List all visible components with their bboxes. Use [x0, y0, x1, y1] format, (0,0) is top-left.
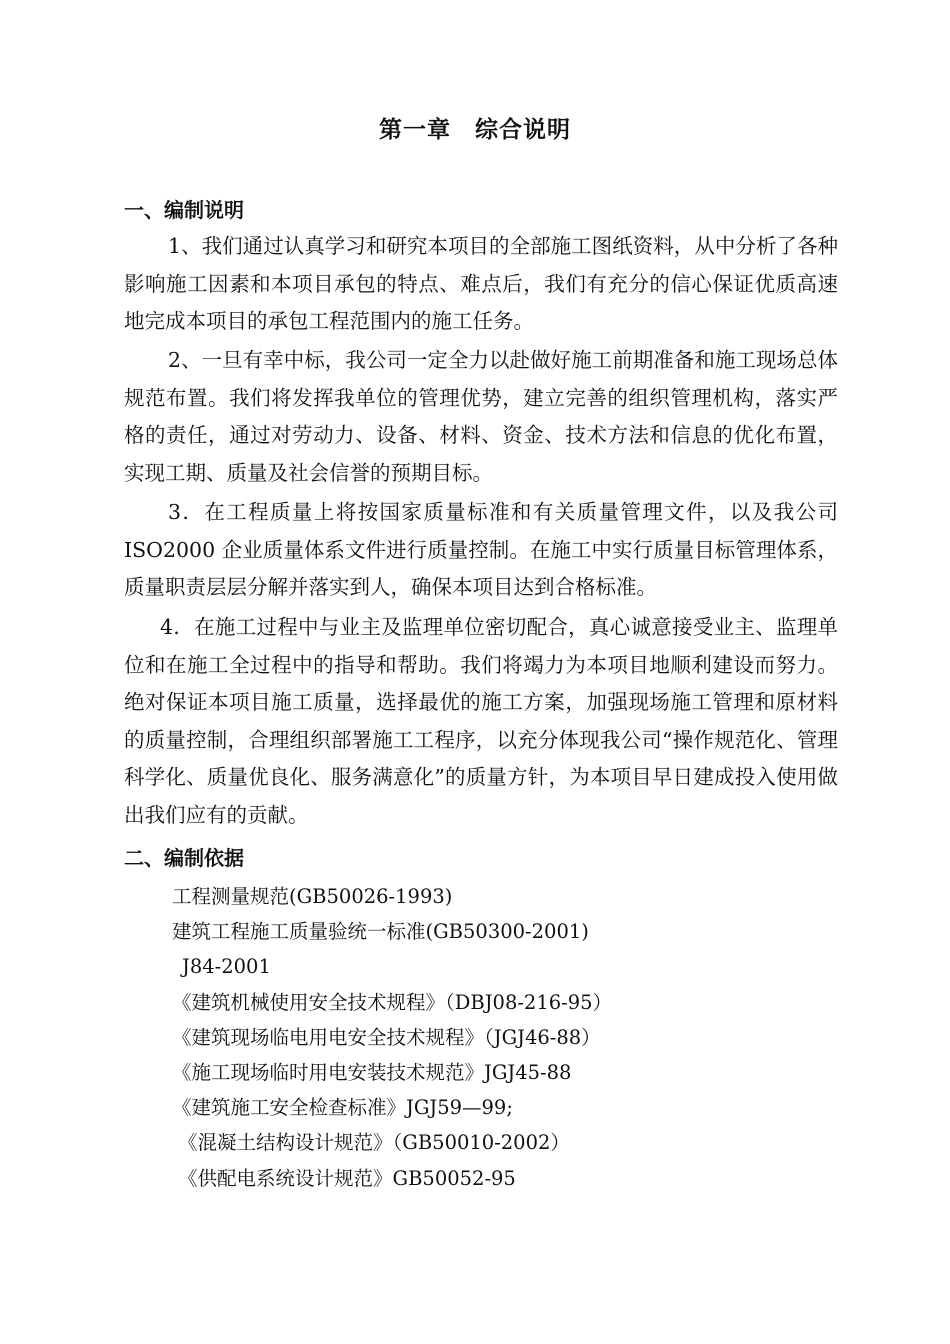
reference-item: 《建筑施工安全检查标准》JGJ59—99;: [172, 1096, 513, 1120]
reference-list: [172, 879, 612, 1196]
reference-item: 工程测量规范(GB50026-1993): [172, 885, 453, 908]
paragraph-1: 1、我们通过认真学习和研究本项目的全部施工图纸资料，从中分析了各种影响施工因素和本项目承包的特点、难点后，我们有充分的信心保证优质高速地完成本项目的承包工程范围内的施工任务。: [124, 234, 838, 333]
reference-item: 建筑工程施工质量验统一标准(GB50300-2001): [172, 920, 589, 944]
section-heading-compilation-notes: 一、编制说明: [124, 198, 244, 222]
reference-item: 《混凝土结构设计规范》（GB50010-2002）: [178, 1131, 570, 1155]
reference-item: 《施工现场临时用电安装技术规范》JGJ45-88: [172, 1060, 572, 1084]
reference-item: 《建筑现场临电用电安全技术规程》（JGJ46-88）: [172, 1025, 601, 1049]
reference-item: 《建筑机械使用安全技术规程》（DBJ08-216-95）: [172, 990, 613, 1014]
section-heading-compilation-basis: 二、编制依据: [124, 846, 244, 870]
paragraph-4: 4．在施工过程中与业主及监理单位密切配合，真心诚意接受业主、监理单位和在施工全过程中的指导和帮助。我们将竭力为本项目地顺利建设而努力。绝对保证本项目施工质量，选择最优的施工方案，加强现场施工管理和原材料的质量控制，合理组织部署施工工程序，以充分体现我公司“操作规范化、管理科学化、质量优良化、服务满意化”的质量方针，为本项目早日建成投入使用做出我们应有的贡献。: [124, 615, 838, 827]
chapter-title: 第一章 综合说明: [379, 117, 571, 143]
reference-item: J84-2001: [182, 955, 271, 979]
reference-item: 《供配电系统设计规范》GB50052-95: [178, 1166, 516, 1190]
paragraph-3: 3．在工程质量上将按国家质量标准和有关质量管理文件，以及我公司 ISO2000 企业质量体系文件进行质量控制。在施工中实行质量目标管理体系，质量职责层层分解并落实到人，确保本项目达到合格标准。: [124, 500, 838, 599]
paragraph-2: 2、一旦有幸中标，我公司一定全力以赴做好施工前期准备和施工现场总体规范布置。我们将发挥我单位的管理优势，建立完善的组织管理机构，落实严格的责任，通过对劳动力、设备、材料、资金、技术方法和信息的优化布置，实现工期、质量及社会信誉的预期目标。: [124, 348, 838, 485]
